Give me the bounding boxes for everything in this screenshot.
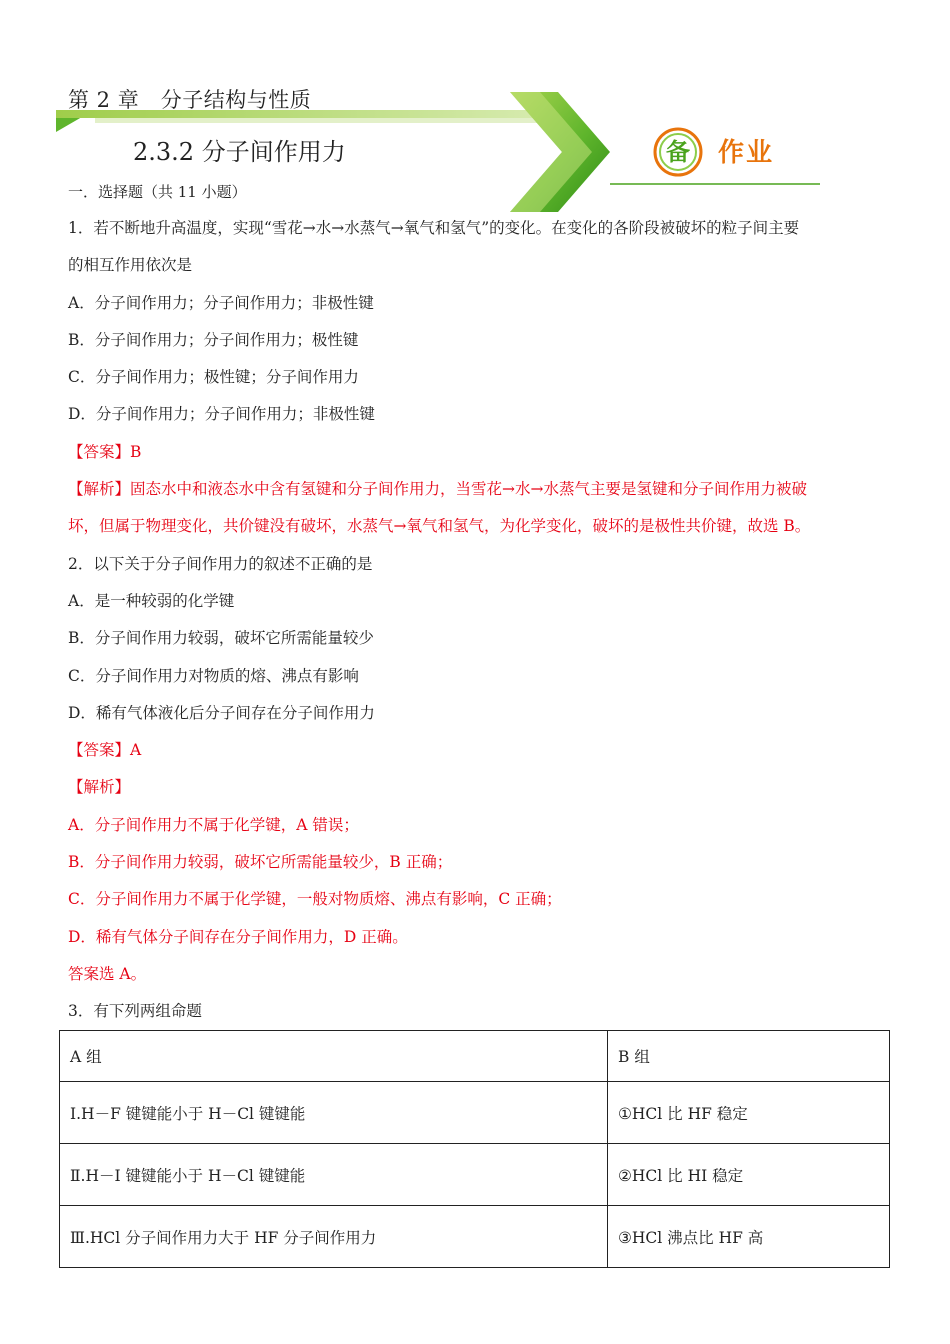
question-2-option-b: B．分子间作用力较弱，破坏它所需能量较少 [68,629,374,648]
table-cell: ③HCl 沸点比 HF 高 [608,1206,890,1268]
question-1-stem: 的相互作用依次是 [68,256,193,275]
question-2-analysis: C．分子间作用力不属于化学键，一般对物质熔、沸点有影响，C 正确； [68,890,562,909]
question-2-option-d: D．稀有气体液化后分子间存在分子间作用力 [68,703,375,722]
badge-icon: 备 [666,138,690,166]
table-cell: Ⅰ.H－F 键键能小于 H－Cl 键键能 [60,1082,608,1144]
question-2-analysis: D．稀有气体分子间存在分子间作用力，D 正确。 [68,927,408,946]
page-header [0,0,950,215]
question-1-answer: 【答案】B [68,442,142,461]
question-2-conclusion: 答案选 A。 [68,964,147,983]
question-1-option-a: A．分子间作用力；分子间作用力；非极性键 [68,293,374,312]
question-1-analysis: 坏，但属于物理变化，共价键没有破坏，水蒸气→氧气和氢气，为化学变化，破坏的是极性共价键，故选 B。 [68,517,811,536]
table-cell: Ⅱ.H－I 键键能小于 H－Cl 键键能 [60,1144,608,1206]
question-1-stem: 1．若不断地升高温度，实现“雪花→水→水蒸气→氧气和氢气”的变化。在变化的各阶段被破坏的粒子间主要 [68,219,800,237]
table-cell: ②HCl 比 HI 稳定 [608,1144,890,1206]
question-1-option-b: B．分子间作用力；分子间作用力；极性键 [68,330,359,349]
question-2-stem: 2．以下关于分子间作用力的叙述不正确的是 [68,554,373,573]
proposition-table [59,1030,890,1268]
question-1-analysis: 【解析】固态水中和液态水中含有氢键和分子间作用力，当雪花→水→水蒸气主要是氢键和分子间作用力被破 [68,480,807,499]
question-1-option-d: D．分子间作用力；分子间作用力；非极性键 [68,405,375,424]
question-2-option-c: C．分子间作用力对物质的熔、沸点有影响 [68,666,359,685]
table-header-row [60,1031,890,1082]
table-cell: ①HCl 比 HF 稳定 [608,1082,890,1144]
table-row [60,1082,890,1144]
badge-label: 作业 [718,138,775,168]
table-row [60,1206,890,1268]
question-2-analysis: B．分子间作用力较弱，破坏它所需能量较少，B 正确； [68,853,453,872]
document-body [68,210,890,1031]
question-2-analysis-heading: 【解析】 [68,778,131,797]
question-3-stem: 3．有下列两组命题 [68,1002,202,1021]
question-1-option-c: C．分子间作用力；极性键；分子间作用力 [68,368,359,387]
lesson-title: 2.3.2 分子间作用力 [133,138,346,166]
chapter-title: 第 2 章 分子结构与性质 [68,88,312,112]
question-2-option-a: A．是一种较弱的化学键 [68,591,235,610]
section-heading: 一．选择题（共 11 小题） [68,183,247,201]
table-cell: Ⅲ.HCl 分子间作用力大于 HF 分子间作用力 [60,1206,608,1268]
question-2-analysis: A．分子间作用力不属于化学键，A 错误； [68,815,359,834]
table-row [60,1144,890,1206]
table-header-b: B 组 [608,1031,890,1082]
question-2-answer: 【答案】A [68,741,142,760]
table-header-a: A 组 [60,1031,608,1082]
